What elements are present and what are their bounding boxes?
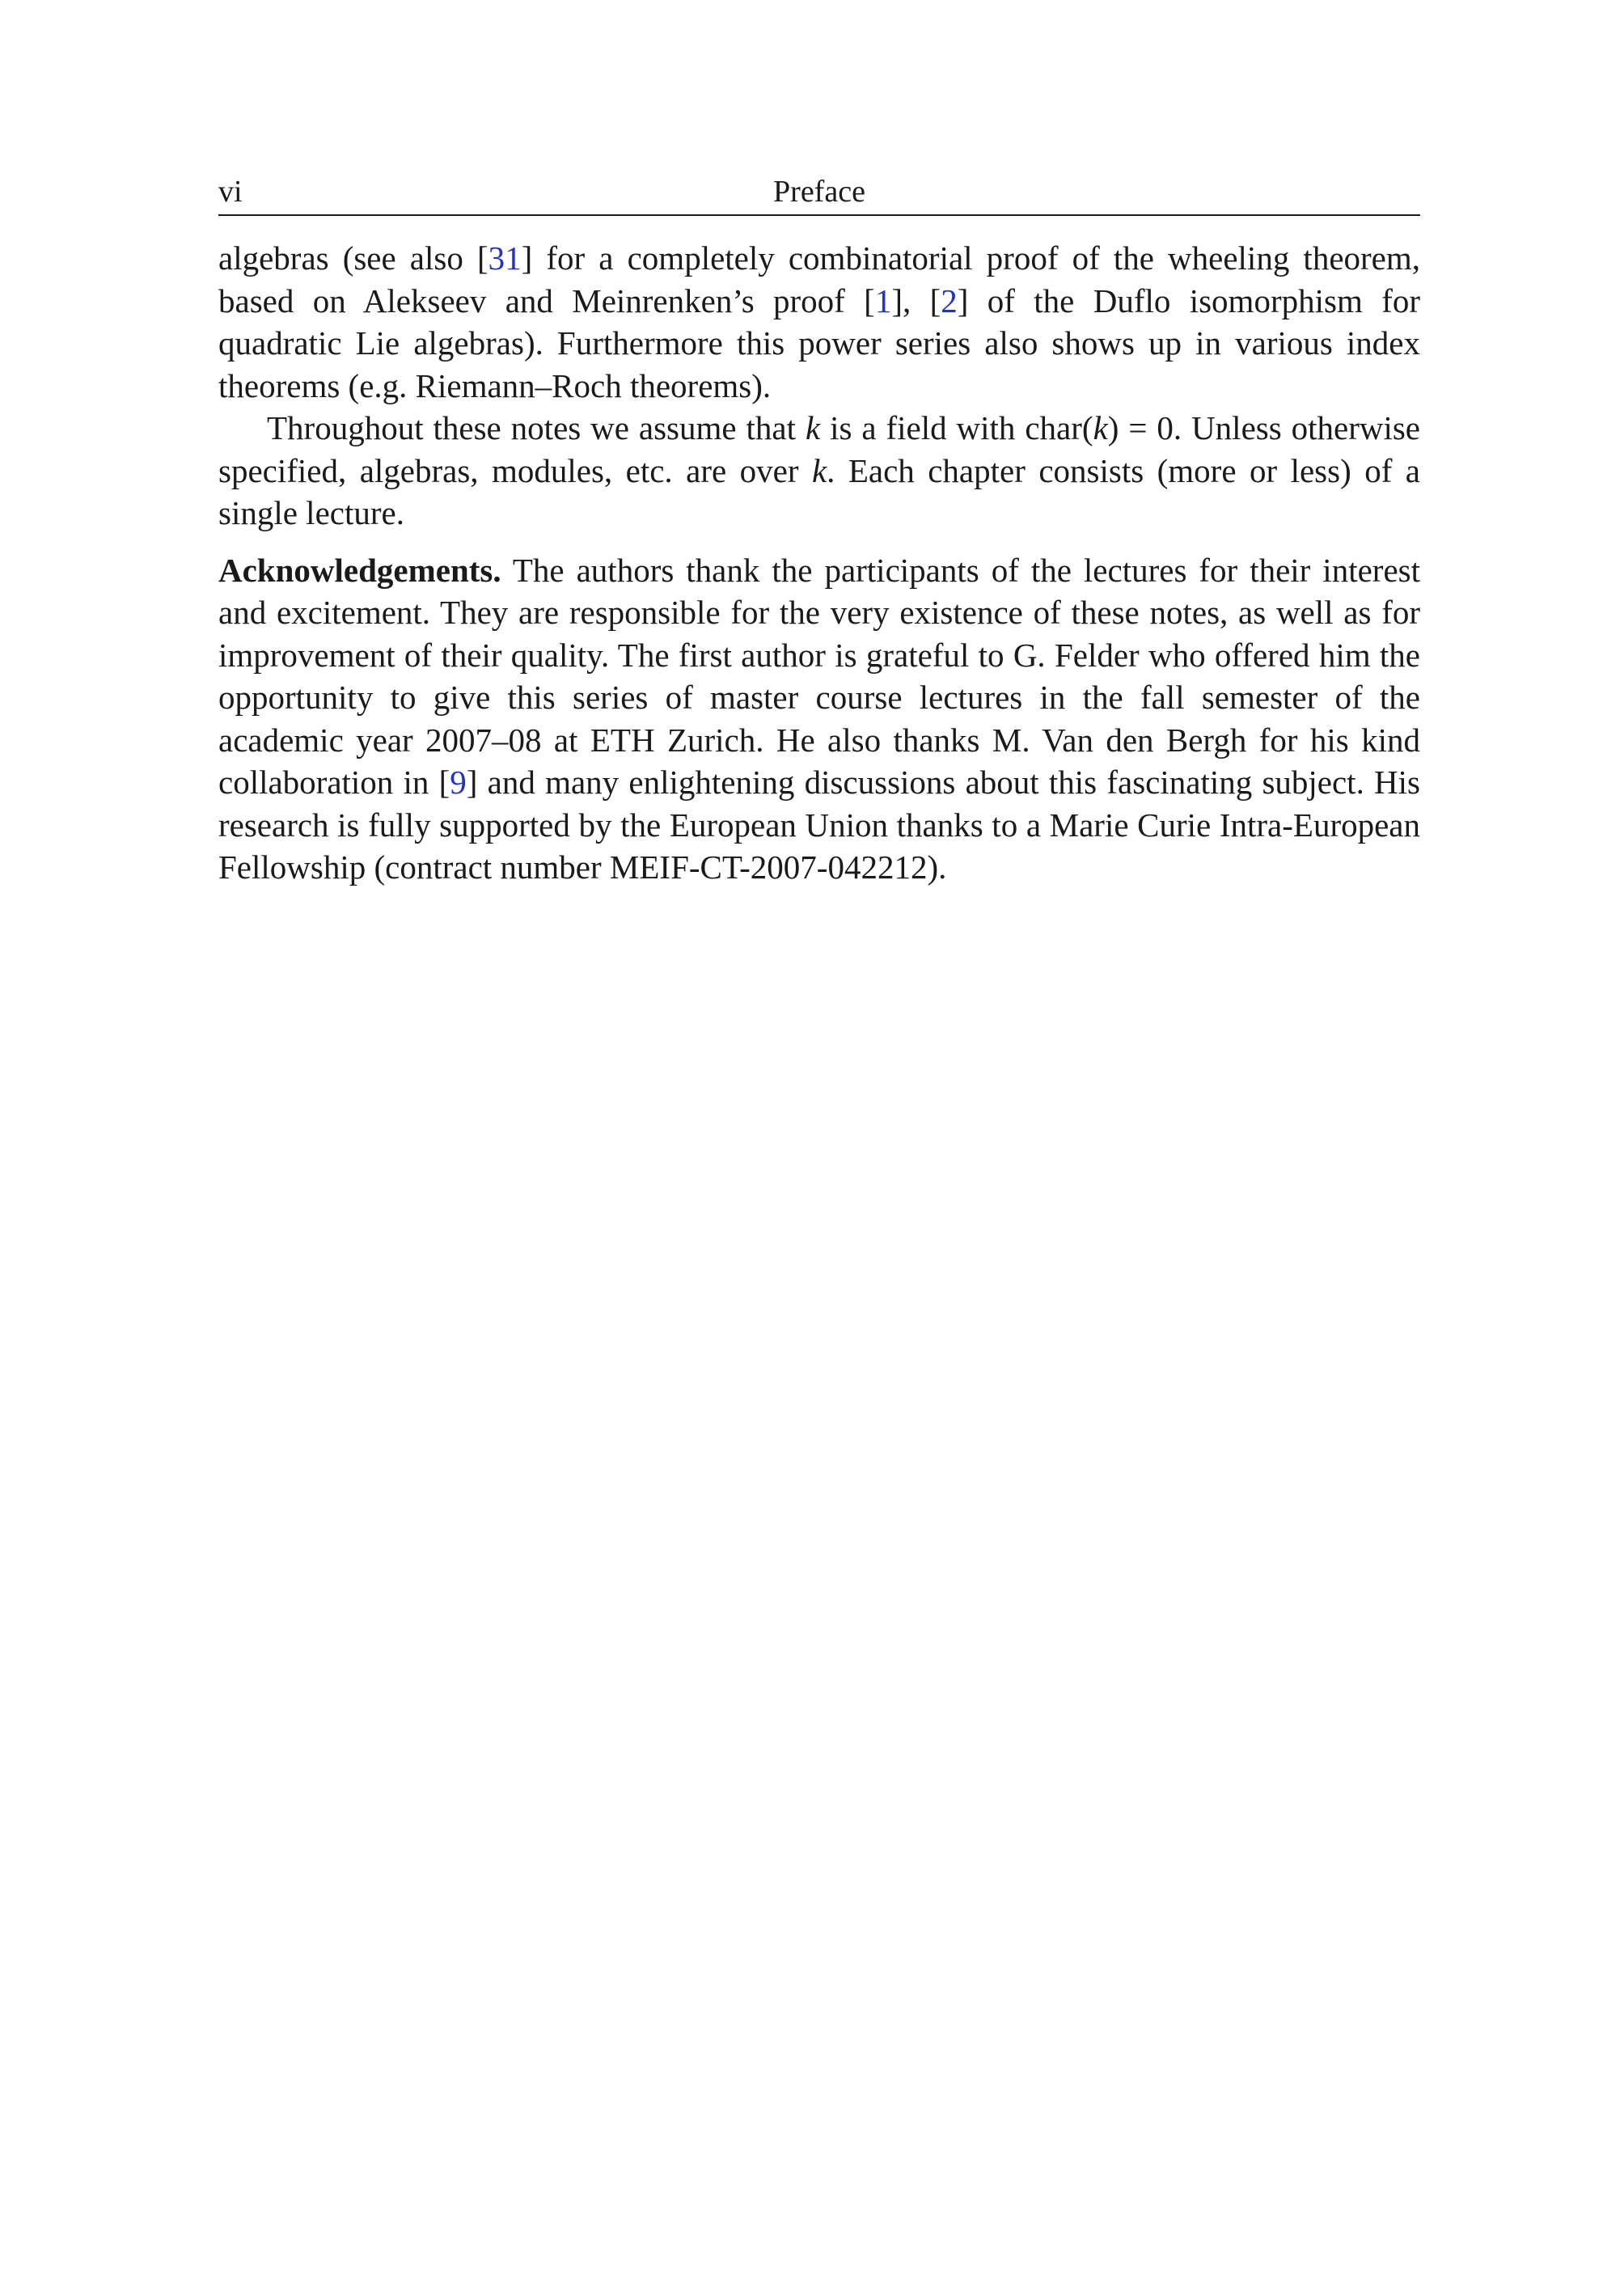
text-span: algebras (see also [ bbox=[218, 239, 488, 277]
citation-link-1[interactable]: 1 bbox=[874, 281, 892, 319]
running-title: Preface bbox=[773, 175, 865, 209]
math-symbol-k: k bbox=[811, 451, 827, 489]
body-text bbox=[218, 237, 1420, 889]
text-span: Throughout these notes we assume that bbox=[267, 409, 806, 446]
math-symbol-k: k bbox=[805, 409, 821, 446]
math-symbol-k: k bbox=[1093, 409, 1108, 446]
citation-link-31[interactable]: 31 bbox=[488, 239, 522, 277]
page-number: vi bbox=[218, 175, 243, 209]
text-span: . Each chapter consists (more or less) of a single lecture. bbox=[218, 451, 1421, 531]
page bbox=[218, 166, 1420, 889]
citation-link-2[interactable]: 2 bbox=[941, 281, 958, 319]
text-span: The authors thank the participants of the lectures for their interest and excitement. They are responsible for the very existence of these notes, as well as for improvement of their quality. The first author is grateful to G. Felder who offered him the opportunity to give this series of master course lectures in the fall semester of the academic year 2007–08 at ETH Zurich. He also thanks M. Van den Bergh for his kind collaboration in [ bbox=[218, 551, 1420, 801]
acknowledgements-paragraph bbox=[218, 549, 1420, 889]
acknowledgements-heading: Acknowledgements. bbox=[218, 551, 501, 589]
paragraph-2 bbox=[218, 407, 1420, 535]
text-span: ], [ bbox=[891, 281, 941, 319]
text-span: ] for a completely combinatorial proof of the wheeling theorem, based on Alekseev and Meinrenken’s proof [ bbox=[218, 239, 1421, 319]
running-header bbox=[218, 166, 1420, 216]
text-span: ] of the Duflo isomorphism for quadratic Lie algebras). Furthermore this power series also shows up in various index theorems (e.g. Riemann–Roch theorems). bbox=[218, 281, 1421, 404]
text-span: ) = 0. Unless otherwise specified, algebras, modules, etc. are over bbox=[218, 409, 1421, 489]
text-span: ] and many enlightening discussions about this fascinating subject. His research is fully supported by the European Union thanks to a Marie Curie Intra-European Fellowship (contract number MEIF-CT-2007-042212). bbox=[218, 764, 1420, 886]
paragraph-1 bbox=[218, 237, 1420, 407]
text-span: is a field with char( bbox=[820, 409, 1093, 446]
citation-link-9[interactable]: 9 bbox=[450, 764, 467, 801]
